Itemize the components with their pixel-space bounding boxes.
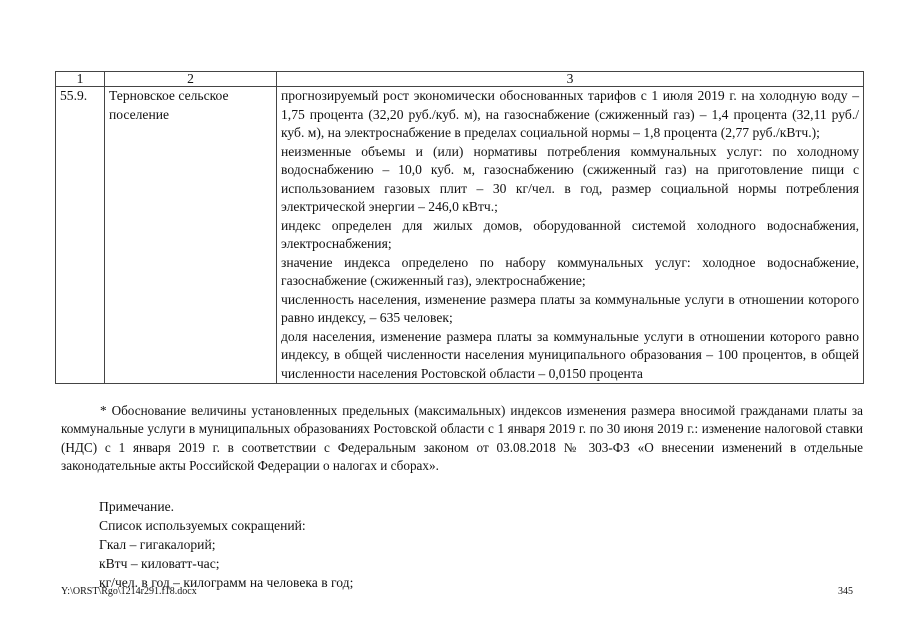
description-paragraph: неизменные объемы и (или) нормативы потребления коммунальных услуг: по холодному водоснабжению – 10,0 куб. м, газоснабжению (сжиженный газ) на приготовление пищи с использованием газовых плит – 30 кг/чел. в год, размер социальной нормы потребления электрической энергии – 246,0 кВтч.;	[281, 143, 859, 214]
notes-title: Примечание.	[99, 499, 175, 514]
footnote-text: * Обоснование величины установленных предельных (максимальных) индексов изменения размера вносимой гражданами платы за коммунальные услуги в муниципальных образованиях Ростовской области с 1 января 2019 г. по 30 июня 2019 г.: изменение налоговой ставки (НДС) с 1 января 2019 г. в соответствии с Федеральным законом от 03.08.2018 № 303-ФЗ «О внесении изменений в отдельные законодательные акты Российской Федерации о налогах и сборах».	[61, 403, 863, 474]
abbreviation-item: кг/чел. в год – килограмм на человека в год;	[99, 575, 354, 590]
notes-subtitle: Список используемых сокращений:	[99, 518, 306, 533]
description-paragraph: численность населения, изменение размера платы за коммунальные услуги в отношении которого равно индексу, – 635 человек;	[281, 291, 859, 325]
header-cell: 3	[277, 72, 864, 87]
table-header-row	[56, 72, 864, 87]
file-path: Y:\ORST\Rgo\1214r291.f18.docx	[61, 586, 197, 597]
abbreviation-item: кВтч – киловатт-час;	[99, 556, 220, 571]
notes-section	[99, 497, 353, 592]
header-cell: 1	[56, 72, 105, 87]
description-paragraph: прогнозируемый рост экономически обоснованных тарифов с 1 июля 2019 г. на холодную воду – 1,75 процента (32,20 руб./куб. м), на газоснабжение (сжиженный газ) – 1,4 процента (32,11 руб./куб. м), на электроснабжение в пределах социальной нормы – 1,8 процента (2,77 руб./кВтч.);	[281, 88, 859, 140]
tariff-table	[55, 71, 864, 384]
footnote	[61, 402, 863, 476]
settlement-name: Терновское сельское поселение	[105, 87, 277, 384]
description-paragraph: значение индекса определено по набору коммунальных услуг: холодное водоснабжение, газоснабжение (сжиженный газ), электроснабжение;	[281, 254, 859, 288]
abbreviation-item: Гкал – гигакалорий;	[99, 537, 216, 552]
header-cell: 2	[105, 72, 277, 87]
row-number: 55.9.	[56, 87, 105, 384]
description-paragraph: доля населения, изменение размера платы за коммунальные услуги в отношении которого равно индексу, в общей численности населения муниципального образования – 100 процентов, в общей численности населения Ростовской области – 0,0150 процента	[281, 328, 859, 381]
table-row	[56, 87, 864, 384]
description-paragraph: индекс определен для жилых домов, оборудованной системой холодного водоснабжения, электроснабжения;	[281, 217, 859, 251]
row-description	[277, 87, 864, 384]
page-number: 345	[838, 586, 853, 597]
